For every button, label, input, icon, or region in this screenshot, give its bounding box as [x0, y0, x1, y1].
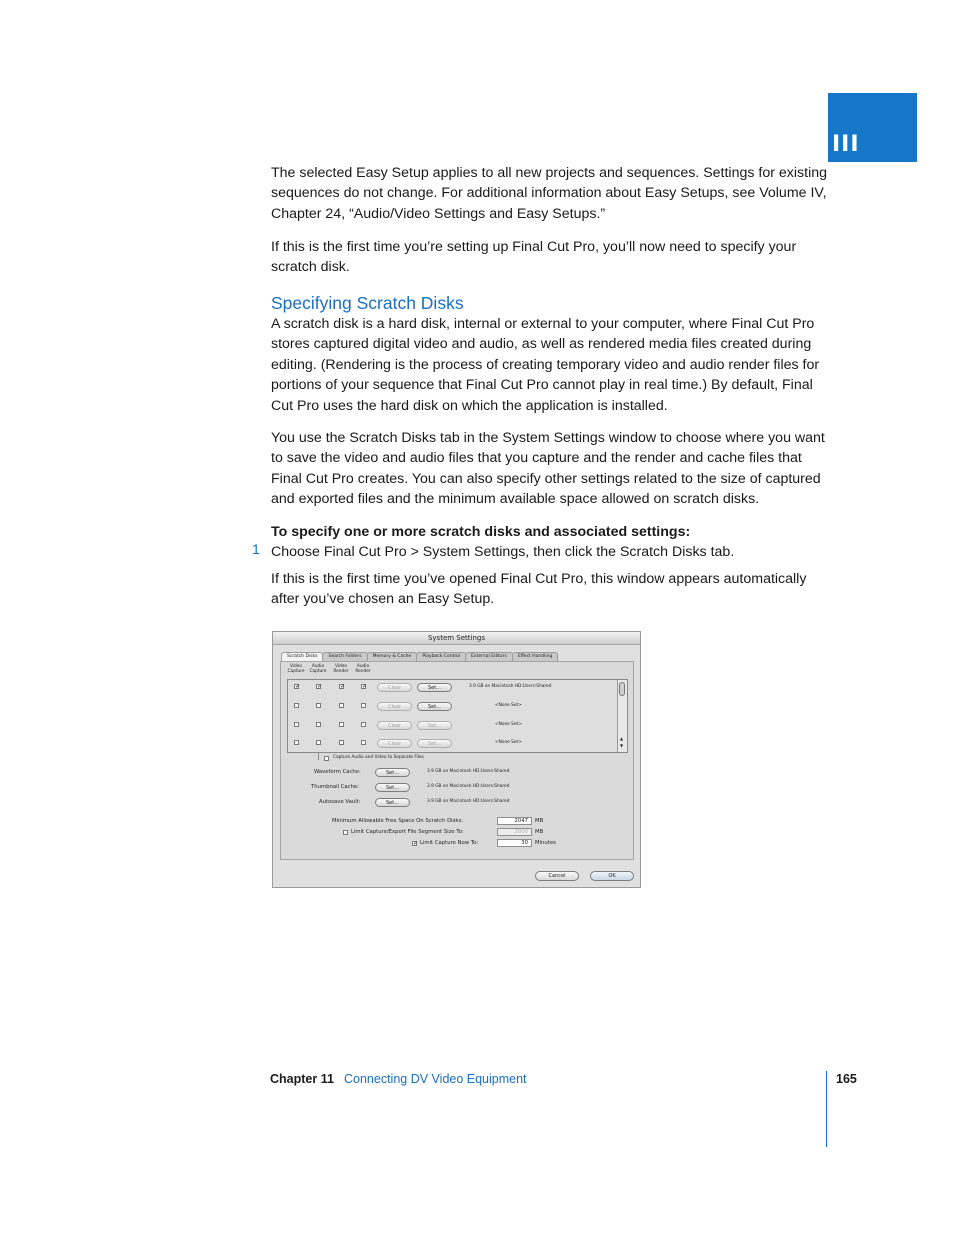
min-free-space-label: Minimum Allowable Free Space On Scratch Disks:	[332, 818, 464, 824]
audio-render-checkbox[interactable]: ✓	[362, 683, 368, 690]
audio-capture-checkbox[interactable]	[316, 722, 321, 727]
scroll-down-icon[interactable]: ▼	[620, 743, 624, 748]
clear-button[interactable]: Clear	[377, 702, 412, 711]
column-video-render: Video Render	[333, 664, 349, 674]
set-button[interactable]: Set...	[417, 683, 452, 692]
audio-capture-checkbox[interactable]	[316, 703, 321, 708]
set-button[interactable]: Set...	[417, 739, 452, 748]
audio-render-checkbox[interactable]	[361, 740, 366, 745]
paragraph-first-time: If this is the first time you’re setting up Final Cut Pro, you’ll now need to specify your scratch disk.	[271, 239, 797, 276]
limit-capture-checkbox[interactable]: ✓	[413, 840, 419, 847]
waveform-cache-path: 3.9 GB on Macintosh HD:Users:Shared	[427, 769, 510, 774]
scratch-disk-row	[288, 737, 619, 755]
scratch-disk-row	[288, 681, 619, 699]
disk-path: <None Set>	[495, 722, 522, 727]
waveform-cache-set-button[interactable]: Set...	[375, 768, 410, 777]
page-number: 165	[836, 1072, 857, 1086]
limit-segment-checkbox[interactable]	[343, 830, 348, 835]
tab-playback-control[interactable]: Playback Control	[416, 652, 466, 661]
audio-render-checkbox[interactable]	[361, 722, 366, 727]
scroll-up-icon[interactable]: ▲	[620, 736, 624, 741]
tab-search-folders[interactable]: Search Folders	[322, 652, 367, 661]
step-text: Choose Final Cut Pro > System Settings, then click the Scratch Disks tab.	[271, 544, 735, 560]
set-button[interactable]: Set...	[417, 702, 452, 711]
settings-tabs	[281, 652, 557, 661]
column-audio-capture: Audio Capture	[309, 664, 327, 674]
clear-button[interactable]: Clear	[377, 739, 412, 748]
audio-capture-checkbox[interactable]: ✓	[317, 683, 323, 690]
thumbnail-cache-label: Thumbnail Cache:	[311, 784, 359, 790]
disk-path: <None Set>	[495, 740, 522, 745]
cancel-button[interactable]: Cancel	[535, 871, 579, 881]
section-heading: Specifying Scratch Disks	[271, 293, 464, 313]
limit-capture-label: Limit Capture Now To:	[420, 840, 479, 846]
set-button[interactable]: Set...	[417, 721, 452, 730]
column-video-capture: Video Capture	[287, 664, 305, 674]
step-number: 1	[252, 542, 260, 558]
paragraph-scratch-disk-definition: A scratch disk is a hard disk, internal or external to your computer, where Final Cut Pro stores captured digital video and audio, as well as rendered media files created during editing. (Rendering is the process of creating temporary video and audio render files for portions of your sequence that Final Cut Pro cannot play in real time.) By default, Final Cut Pro uses the hard disk on which the application is installed.	[271, 316, 820, 414]
tab-effect-handling[interactable]: Effect Handling	[512, 652, 558, 661]
autosave-vault-path: 3.9 GB on Macintosh HD:Users:Shared	[427, 799, 510, 804]
system-settings-window	[272, 631, 641, 888]
paragraph-window-appears: If this is the first time you’ve opened Final Cut Pro, this window appears automatically after you’ve chosen an Easy Setup.	[271, 571, 807, 608]
limit-capture-field[interactable]: 30	[497, 839, 532, 847]
audio-capture-checkbox[interactable]	[316, 740, 321, 745]
disk-path: 3.9 GB on Macintosh HD:Users:Shared	[469, 684, 552, 689]
limit-capture-unit: Minutes	[535, 840, 556, 846]
video-capture-checkbox[interactable]	[294, 740, 299, 745]
window-title: System Settings	[273, 632, 640, 645]
video-capture-checkbox[interactable]	[294, 703, 299, 708]
section-tab-label: III	[832, 132, 860, 157]
tab-memory-cache[interactable]: Memory & Cache	[367, 652, 418, 661]
ok-button[interactable]: OK	[590, 871, 634, 881]
list-scrollbar[interactable]	[617, 680, 627, 752]
scratch-disk-list	[287, 679, 628, 753]
footer-chapter-title: Connecting DV Video Equipment	[344, 1072, 527, 1086]
min-free-space-field[interactable]: 2047	[497, 817, 532, 825]
limit-segment-label: Limit Capture/Export File Segment Size To:	[351, 829, 464, 835]
min-free-space-unit: MB	[535, 818, 544, 824]
thumbnail-cache-set-button[interactable]: Set...	[375, 783, 410, 792]
capture-separate-label: Capture Audio and Video to Separate Files	[333, 755, 424, 760]
footer-chapter: Chapter 11	[270, 1072, 334, 1086]
link-line	[318, 752, 319, 760]
scratch-disk-row	[288, 700, 619, 718]
footer-rule	[826, 1071, 827, 1147]
scratch-disks-panel	[280, 661, 634, 860]
limit-segment-unit: MB	[535, 829, 544, 835]
video-capture-checkbox[interactable]: ✓	[295, 683, 301, 690]
video-capture-checkbox[interactable]	[294, 722, 299, 727]
scratch-disk-row	[288, 719, 619, 737]
autosave-vault-label: Autosave Vault:	[319, 799, 361, 805]
section-tab-marker	[828, 93, 917, 162]
clear-button[interactable]: Clear	[377, 721, 412, 730]
audio-render-checkbox[interactable]	[361, 703, 366, 708]
scroll-thumb[interactable]	[619, 682, 625, 696]
tab-scratch-disks[interactable]: Scratch Disks	[281, 652, 323, 661]
tab-external-editors[interactable]: External Editors	[465, 652, 513, 661]
paragraph-easy-setup: The selected Easy Setup applies to all new projects and sequences. Settings for existing sequences do not change. For additional information about Easy Setups, see Volume IV, Chapter 24, “Audio/Video Settings and Easy Setups.”	[271, 165, 828, 222]
limit-segment-field[interactable]: 2000	[497, 828, 532, 836]
disk-path: <None Set>	[495, 703, 522, 708]
video-render-checkbox[interactable]	[339, 722, 344, 727]
clear-button[interactable]: Clear	[377, 683, 412, 692]
video-render-checkbox[interactable]: ✓	[340, 683, 346, 690]
task-heading: To specify one or more scratch disks and associated settings:	[271, 524, 691, 540]
video-render-checkbox[interactable]	[339, 703, 344, 708]
thumbnail-cache-path: 3.9 GB on Macintosh HD:Users:Shared	[427, 784, 510, 789]
paragraph-scratch-disks-tab: You use the Scratch Disks tab in the System Settings window to choose where you want to save the video and audio files that you capture and the render and cache files that Final Cut Pro creates. You can also specify other settings related to the size of captured and exported files and the minimum available space allowed on scratch disks.	[271, 430, 825, 508]
autosave-vault-set-button[interactable]: Set...	[375, 798, 410, 807]
waveform-cache-label: Waveform Cache:	[314, 769, 361, 775]
capture-separate-checkbox[interactable]	[324, 756, 329, 761]
video-render-checkbox[interactable]	[339, 740, 344, 745]
column-audio-render: Audio Render	[355, 664, 371, 674]
